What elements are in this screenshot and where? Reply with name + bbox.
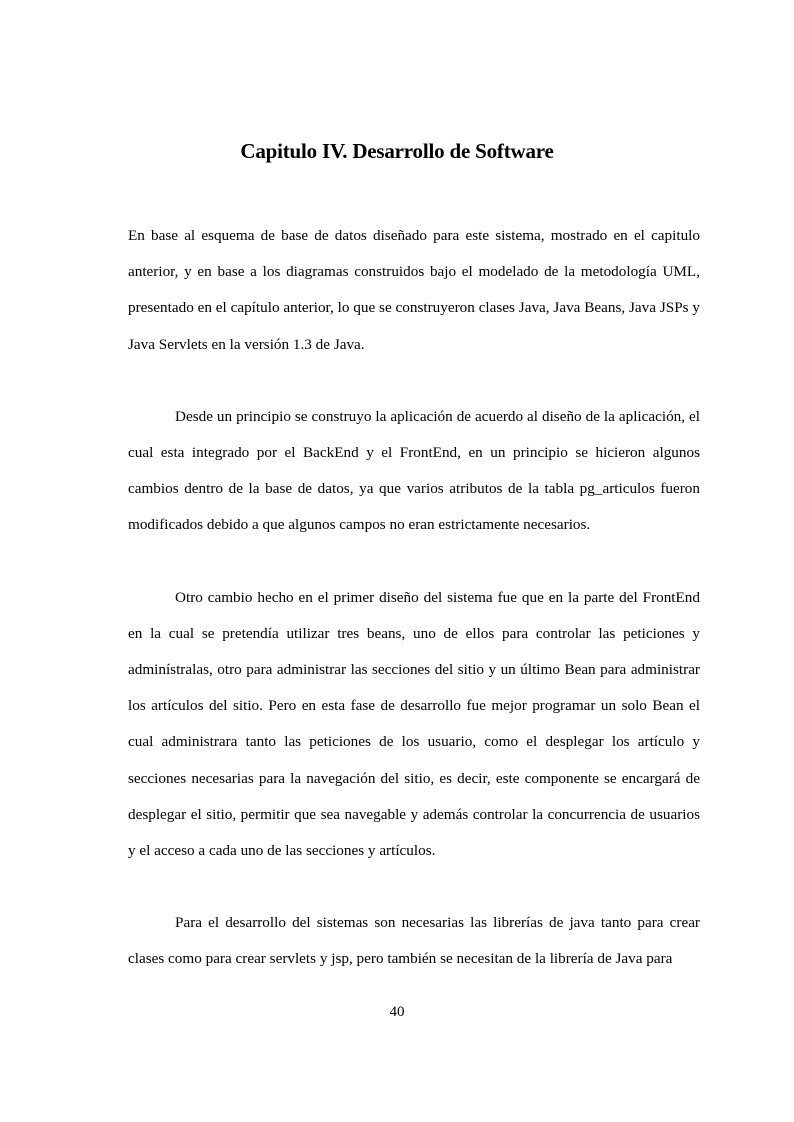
body-text — [128, 218, 700, 978]
chapter-title: Capitulo IV. Desarrollo de Software — [240, 139, 554, 163]
paragraph-gap — [128, 544, 700, 580]
paragraph-gap — [128, 869, 700, 905]
paragraph-java-libraries: Para el desarrollo del sistemas son necesarias las librerías de java tanto para crear clases como para crear servlets y jsp, pero también se necesitan de la librería de Java para — [128, 914, 700, 968]
paragraph-intro: En base al esquema de base de datos diseñado para este sistema, mostrado en el capitulo anterior, y en base a los diagramas construidos bajo el modelado de la metodología UML, presentado en el capítulo anterior, lo que se construyeron clases Java, Java Beans, Java JSPs y Java Servlets en la versión 1.3 de Java. — [128, 227, 700, 353]
paragraph-frontend-beans: Otro cambio hecho en el primer diseño del sistema fue que en la parte del FrontEnd en la cual se pretendía utilizar tres beans, uno de ellos para controlar las peticiones y adminístralas, otro para administrar las secciones del sitio y un último Bean para administrar los artículos del sitio. Pero en esta fase de desarrollo fue mejor programar un solo Bean el cual administrara tanto las peticiones de los usuario, como el desplegar los artículo y secciones necesarias para la navegación del sitio, es decir, este componente se encargará de desplegar el sitio, permitir que sea navegable y además controlar la concurrencia de usuarios y el acceso a cada uno de las secciones y artículos. — [128, 588, 700, 860]
page-number: 40 — [389, 1004, 405, 1020]
paragraph-backend-frontend: Desde un principio se construyo la aplicación de acuerdo al diseño de la aplicación, el cual esta integrado por el BackEnd y el FrontEnd, en un principio se hicieron algunos cambios dentro de la base de datos, ya que varios atributos de la tabla pg_articulos fueron modificados debido a que algunos campos no eran estrictamente necesarios. — [128, 407, 700, 534]
paragraph-gap — [128, 363, 700, 399]
